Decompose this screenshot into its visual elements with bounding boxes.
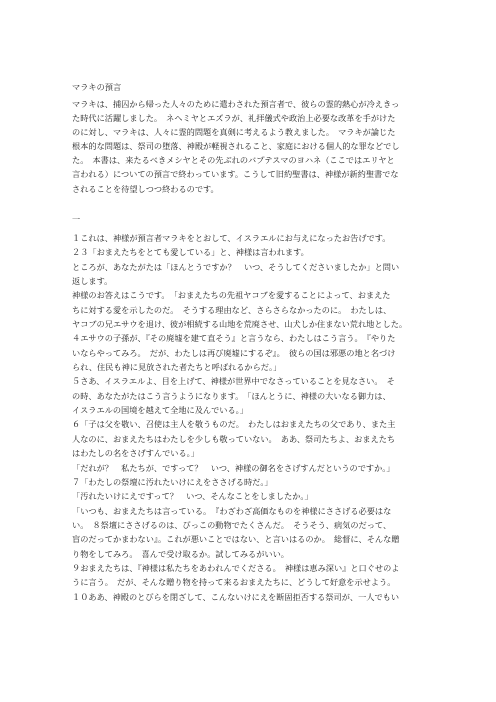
text-line: ７「わたしの祭壇に汚れたいけにえをささげる時だ。」 bbox=[72, 476, 273, 487]
text-line: 「だれが？ 私たちが、ですって？ いつ、神様の御名をさげすんだというのですか。」 bbox=[72, 462, 395, 473]
introduction-paragraph bbox=[72, 97, 432, 196]
intro-line: た。 本書は、来たるべきメシヤとその先ぶれのバプテスマのヨハネ（ここではエリヤと bbox=[72, 155, 395, 166]
text-line: 盲のだってかまわない』。これが悪いことではない、と言いはるのか。 総督に、そんな贈 bbox=[72, 534, 400, 545]
text-line: 「いつも、おまえたちは言っている。 『わざわざ高価なものを神様にささげる必要はな bbox=[72, 505, 392, 516]
chapter-heading: 一 bbox=[72, 214, 81, 224]
text-line: はわたしの名をさげすんでいる。」 bbox=[72, 448, 199, 459]
text-line: の時、あなたがたはこう言うようになります。 「ほんとうに、神様の大いなる御力は、 bbox=[72, 390, 391, 401]
text-line: ２３「おまえたちをとても愛している」と、神様は言われます。 bbox=[72, 247, 309, 258]
intro-line: 根本的な問題は、祭司の堕落、神殿が軽視されること、家庭における個人的な罪などでし bbox=[72, 141, 400, 152]
text-line: 人なのに、おまえたちはわたしを少しも敬っていない。 ああ、祭司たちよ、おまえたち bbox=[72, 433, 396, 444]
text-line: ヤコブの兄エサウを退け、彼が相続する山地を荒廃させ、山犬しか住まない荒れ地とした。 bbox=[72, 319, 408, 330]
text-line: １０ああ、神殿のとびらを閉ざして、こんないけにえを断固拒否する祭司が、一人でもい bbox=[72, 591, 400, 602]
text-line: うに言う。 だが、そんな贈り物を持って来るおまえたちに、どうして好意を示せよう。 bbox=[72, 577, 396, 588]
text-line: ちに対する愛を示したのだ。 そうする理由など、さらさらなかったのに。 わたしは、 bbox=[72, 304, 392, 315]
text-line: ところが、あなたがたは「ほんとうですか？ いつ、そうしてくださいましたか」と問い bbox=[72, 261, 400, 272]
text-line: イスラエルの国境を越えて全地に及んでいる。」 bbox=[72, 405, 248, 416]
text-line: り物をしてみろ。 喜んで受け取るか。試してみるがいい。 bbox=[72, 548, 289, 559]
text-line: ６「子は父を敬い、召使は主人を敬うものだ。 わたしはおまえたちの父であり、また主 bbox=[72, 419, 396, 430]
intro-line: マラキは、捕囚から帰った人々のために遣わされた預言者で、彼らの霊的熱心が冷えきっ bbox=[72, 99, 400, 109]
text-line: ５さあ、イスラエルよ、目を上げて、神様が世界中でなさっていることを見なさい。 そ bbox=[72, 376, 395, 387]
text-line: 神様のお答えはこうです。 「おまえたちの先祖ヤコブを愛することによって、おまえた bbox=[72, 290, 391, 301]
text-line: られ、住民も神に見放された者たちと呼ばれるからだ。」 bbox=[72, 362, 282, 373]
intro-line: 言われる）についての預言で終わっています。こうして旧約聖書は、神様が新約聖書でな bbox=[72, 169, 399, 180]
text-line: １これは、神様が預言者マラキをとおして、イスラエルにお与えになったお告げです。 bbox=[72, 233, 391, 243]
intro-line: されることを待望しつつ終わるのです。 bbox=[72, 183, 219, 194]
text-line: ４エサウの子孫が、『その廃墟を建て直そう』と言うなら、わたしはこう言う。 『やりた bbox=[72, 333, 396, 344]
text-line: 返します。 bbox=[72, 276, 113, 287]
intro-line: た時代に活躍しました。 ネヘミヤとエズラが、礼拝儀式や政治上必要な改革を手がけた bbox=[72, 113, 396, 124]
text-line: い。 ８祭壇にささげるのは、びっこの動物でたくさんだ。 そうそう、病気のだって、 bbox=[72, 519, 392, 530]
text-line: いならやってみろ。 だが、わたしは再び廃墟にするぞ』。 彼らの国は邪悪の地と名づけ bbox=[72, 347, 396, 358]
text-line: ９おまえたちは、『神様は私たちをあわれんでくださる。 神様は恵み深い』と口ぐせのよ bbox=[72, 562, 400, 573]
intro-line: のに対し、マラキは、人々に霊的問題を真剣に考えるよう教えました。 マラキが論じた bbox=[72, 127, 396, 138]
document-title: マラキの預言 bbox=[72, 82, 122, 92]
chapter-text bbox=[72, 231, 434, 604]
text-line: 「汚れたいけにえですって？ いつ、そんなことをしましたか。」 bbox=[72, 491, 313, 502]
